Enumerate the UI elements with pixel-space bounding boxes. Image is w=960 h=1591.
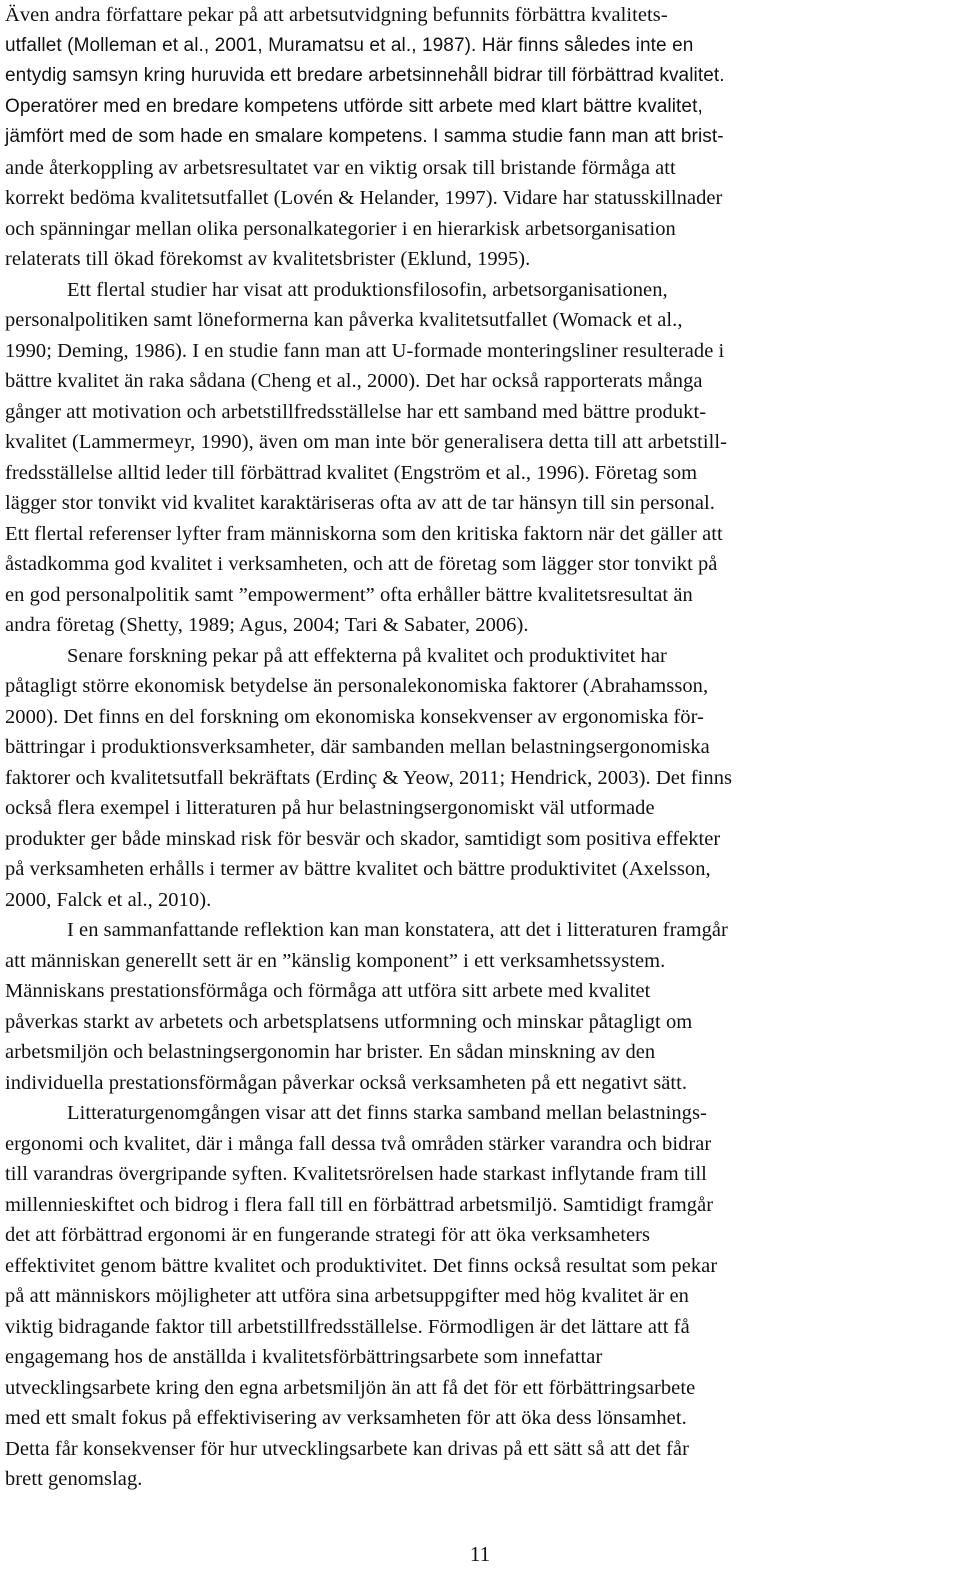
text-line: arbetsmiljön och belastningsergonomin har brister. En sådan minskning av den: [5, 1041, 656, 1063]
text-line: påtagligt större ekonomisk betydelse än personalekonomiska faktorer (Abrahamsson,: [5, 675, 709, 697]
text-line: jämfört med de som hade en smalare kompetens. I samma studie fann man att brist-: [5, 126, 724, 147]
text-line: I en sammanfattande reflektion kan man konstatera, att det i litteraturen framgår: [67, 919, 728, 941]
text-line: utvecklingsarbete kring den egna arbetsmiljön än att få det för ett förbättringsarbete: [5, 1376, 696, 1399]
text-line: 2000, Falck et al., 2010).: [5, 888, 212, 911]
text-line: att människan generellt sett är en ”känslig komponent” i ett verksamhetssystem.: [5, 949, 666, 972]
text-line: millennieskiftet och bidrog i flera fall till en förbättrad arbetsmiljö. Samtidigt framgår: [5, 1193, 714, 1216]
text-line: Även andra författare pekar på att arbetsutvidgning befunnits förbättra kvalitets-: [5, 4, 668, 26]
text-line: åstadkomma god kvalitet i verksamheten, och att de företag som lägger stor tonvikt på: [5, 553, 718, 575]
text-line: engagemang hos de anställda i kvalitetsförbättringsarbete som innefattar: [5, 1346, 603, 1368]
text-line: produkter ger både minskad risk för besvär och skador, samtidigt som positiva effekter: [5, 827, 721, 850]
text-line: på att människors möjligheter att utföra sina arbetsuppgifter med hög kvalitet är en: [5, 1285, 689, 1307]
text-line: brett genomslag.: [5, 1468, 143, 1490]
text-line: faktorer och kvalitetsutfall bekräftats (Erdinç & Yeow, 2011; Hendrick, 2003). Det finns: [5, 766, 733, 789]
text-line: 2000). Det finns en del forskning om ekonomiska konsekvenser av ergonomiska för-: [5, 705, 704, 728]
body-text: [5, 0, 949, 1495]
text-line: fredsställelse alltid leder till förbättrad kvalitet (Engström et al., 1996). Företag som: [5, 461, 698, 484]
text-line: bättringar i produktionsverksamheter, där sambanden mellan belastningsergonomiska: [5, 736, 710, 758]
text-line: utfallet (Molleman et al., 2001, Muramatsu et al., 1987). Här finns således inte en: [5, 34, 694, 56]
text-line: andra företag (Shetty, 1989; Agus, 2004; Tari & Sabater, 2006).: [5, 614, 529, 636]
text-line: Människans prestationsförmåga och förmåga att utföra sitt arbete med kvalitet: [5, 980, 651, 1002]
text-line: viktig bidragande faktor till arbetstillfredsställelse. Förmodligen är det lättare att få: [5, 1315, 690, 1338]
page-number: 11: [469, 1542, 491, 1566]
text-line: en god personalpolitik samt ”empowerment” ofta erhåller bättre kvalitetsresultat än: [5, 583, 693, 606]
text-line: det att förbättrad ergonomi är en fungerande strategi för att öka verksamheters: [5, 1224, 651, 1246]
text-line: Ett flertal referenser lyfter fram människorna som den kritiska faktorn när det gäller att: [5, 522, 723, 545]
text-line: ande återkoppling av arbetsresultatet var en viktig orsak till bristande förmåga att: [5, 156, 676, 179]
text-line: bättre kvalitet än raka sådana (Cheng et al., 2000). Det har också rapporterats många: [5, 370, 703, 392]
text-line: och spänningar mellan olika personalkategorier i en hierarkisk arbetsorganisation: [5, 217, 676, 240]
text-line: Operatörer med en bredare kompetens utförde sitt arbete med klart bättre kvalitet,: [5, 95, 703, 117]
text-line: påverkas starkt av arbetets och arbetsplatsens utformning och minskar påtagligt om: [5, 1010, 693, 1033]
text-line: Detta får konsekvenser för hur utvecklingsarbete kan drivas på ett sätt så att det får: [5, 1437, 689, 1460]
text-line: korrekt bedöma kvalitetsutfallet (Lovén & Helander, 1997). Vidare har statusskillnader: [5, 187, 723, 209]
text-line: 1990; Deming, 1986). I en studie fann man att U-formade monteringsliner resulterade i: [5, 339, 725, 362]
text-line: med ett smalt fokus på effektivisering av verksamheten för att öka dess lönsamhet.: [5, 1407, 687, 1429]
text-line: till varandras övergripande syften. Kvalitetsrörelsen hade starkast inflytande fram till: [5, 1163, 707, 1185]
text-line: effektivitet genom bättre kvalitet och produktivitet. Det finns också resultat som pekar: [5, 1254, 718, 1277]
text-line: kvalitet (Lammermeyr, 1990), även om man inte bör generalisera detta till att arbetstill-: [5, 431, 728, 453]
text-line: entydig samsyn kring huruvida ett bredare arbetsinnehåll bidrar till förbättrad kvalitet.: [5, 65, 725, 86]
text-line: Litteraturgenomgången visar att det finns starka samband mellan belastnings-: [67, 1102, 707, 1124]
text-line: ergonomi och kvalitet, där i många fall dessa två områden stärker varandra och bidrar: [5, 1132, 712, 1155]
text-line: lägger stor tonvikt vid kvalitet karaktäriseras ofta av att de tar hänsyn till sin personal.: [5, 492, 715, 514]
text-line: individuella prestationsförmågan påverkar också verksamheten på ett negativt sätt.: [5, 1071, 688, 1094]
text-line: gånger att motivation och arbetstillfredsställelse har ett samband med bättre produkt-: [5, 400, 707, 423]
text-line: Senare forskning pekar på att effekterna på kvalitet och produktivitet har: [67, 644, 667, 667]
text-line: Ett flertal studier har visat att produktionsfilosofin, arbetsorganisationen,: [67, 278, 668, 301]
text-line: också flera exempel i litteraturen på hur belastningsergonomiskt väl utformade: [5, 797, 655, 819]
text-line: personalpolitiken samt löneformerna kan påverka kvalitetsutfallet (Womack et al.,: [5, 309, 683, 331]
text-line: på verksamheten erhålls i termer av bättre kvalitet och bättre produktivitet (Axelsson,: [5, 858, 711, 880]
text-line: relaterats till ökad förekomst av kvalitetsbrister (Eklund, 1995).: [5, 248, 531, 270]
